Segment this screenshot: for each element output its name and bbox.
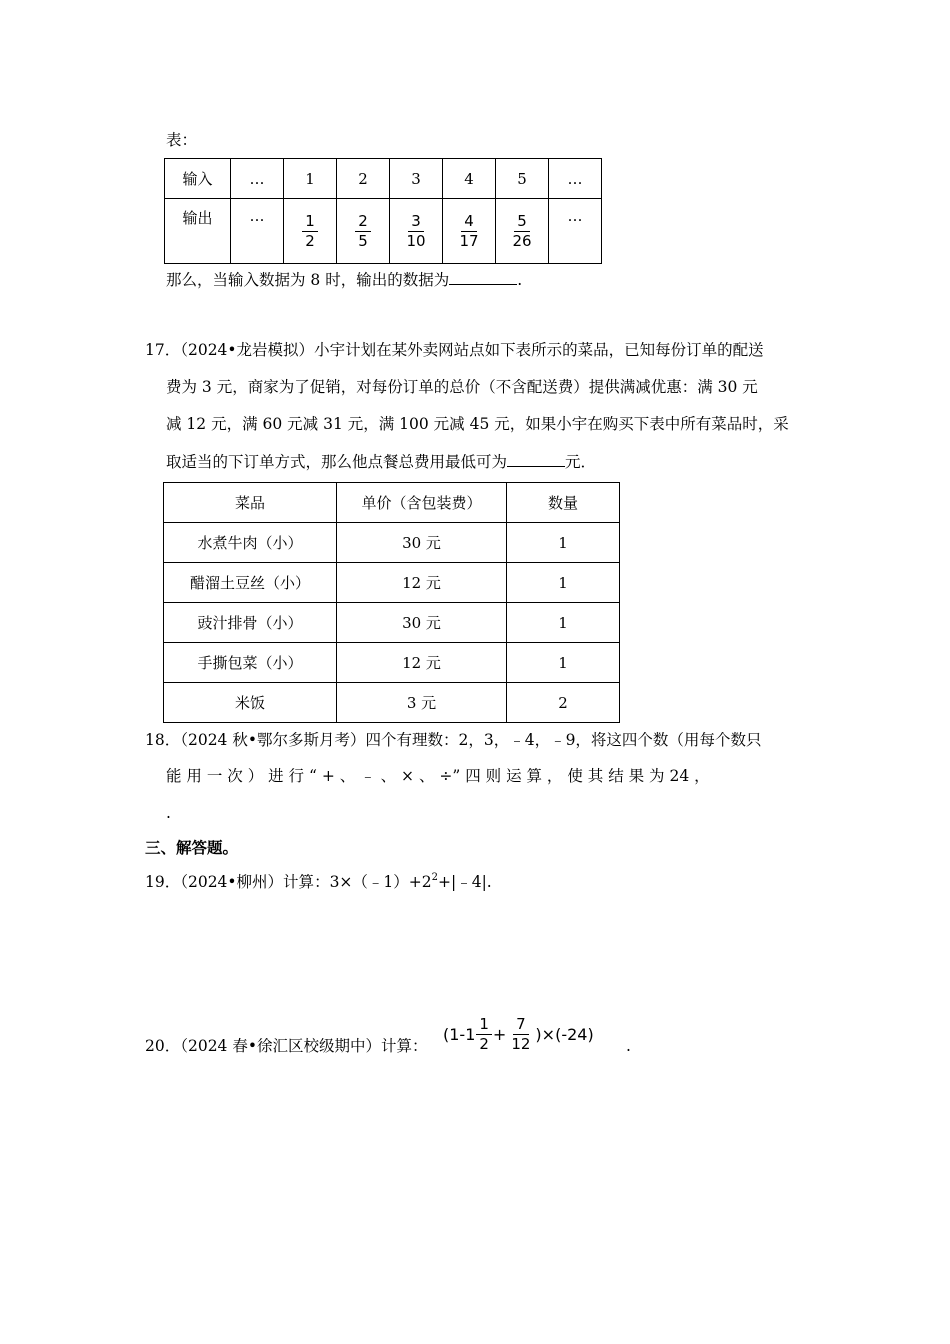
fraction (456, 213, 481, 250)
dish-price: 30 元 (337, 523, 507, 563)
table-header-row (164, 483, 620, 523)
answer-blank[interactable] (507, 452, 565, 467)
fraction-cell (390, 199, 443, 264)
intro-label: 表： (166, 131, 198, 149)
dish-name: 醋溜土豆丝（小） (164, 563, 337, 603)
dish-quantity: 1 (507, 523, 620, 563)
table-cell: 1 (284, 159, 337, 199)
dish-price: 30 元 (337, 603, 507, 643)
input-row (165, 159, 602, 199)
q18-line-2: 能 用 一 次 ） 进 行 “ + 、 ﹣ 、 × 、 ÷” 四 则 运 算 ， 使 其 结 果 为 24 ， (166, 767, 710, 785)
answer-blank[interactable] (449, 270, 517, 285)
dish-name: 水煮牛肉（小） (164, 523, 337, 563)
dish-quantity: 1 (507, 563, 620, 603)
column-header: 数量 (507, 483, 620, 523)
q18-line-3: . (166, 804, 171, 822)
fraction (509, 213, 534, 250)
numerator: 4 (461, 213, 477, 232)
q19-text-end: +|﹣4|. (438, 873, 492, 891)
table-cell: 2 (337, 159, 390, 199)
input-header: 输入 (165, 159, 231, 199)
table-cell: 3 (390, 159, 443, 199)
q19-text: 19．（2024•柳州）计算：3×（﹣1）+2 (145, 873, 432, 891)
q17-unit: 元． (565, 453, 597, 471)
dish-quantity: 2 (507, 683, 620, 723)
table-row (164, 603, 620, 643)
denominator: 2 (479, 1034, 489, 1053)
denominator: 12 (511, 1034, 531, 1053)
q20-expression (443, 1012, 594, 1056)
mixed-fraction (476, 1016, 492, 1053)
fraction (355, 213, 371, 250)
numerator: 5 (514, 213, 530, 232)
numerator: 3 (408, 213, 424, 232)
dish-quantity: 1 (507, 643, 620, 683)
denominator: 2 (305, 232, 315, 250)
fraction-cell (337, 199, 390, 264)
output-row (165, 199, 602, 264)
q20-label: 20．（2024 春•徐汇区校级期中）计算： (145, 1037, 428, 1055)
menu-table (163, 482, 620, 723)
fraction-cell (496, 199, 549, 264)
expr-close: )×(-24) (535, 1024, 594, 1044)
fraction-cell (284, 199, 337, 264)
dish-name: 手撕包菜（小） (164, 643, 337, 683)
table-cell: … (231, 159, 284, 199)
dish-quantity: 1 (507, 603, 620, 643)
q16-question (166, 270, 522, 290)
exponent: 2 (431, 871, 438, 883)
table-cell: … (549, 159, 602, 199)
numerator: 1 (302, 213, 318, 232)
table-row (164, 523, 620, 563)
input-output-table (164, 158, 602, 264)
expr-open: (1-1 (443, 1024, 476, 1044)
fraction (508, 1016, 533, 1053)
fraction (403, 213, 428, 250)
table-cell: … (231, 199, 284, 264)
denominator: 26 (512, 232, 532, 250)
numerator: 7 (513, 1016, 529, 1035)
numerator: 2 (355, 213, 371, 232)
q19-question (145, 872, 492, 892)
q16-text: 那么，当输入数据为 8 时，输出的数据为 (166, 271, 450, 289)
dish-name: 豉汁排骨（小） (164, 603, 337, 643)
table-row (164, 683, 620, 723)
table-cell: 4 (443, 159, 496, 199)
dish-name: 米饭 (164, 683, 337, 723)
table-row (164, 563, 620, 603)
dish-price: 12 元 (337, 643, 507, 683)
q17-line-2: 费为 3 元，商家为了促销，对每份订单的总价（不含配送费）提供满减优惠：满 30 元 (166, 378, 758, 396)
dish-price: 3 元 (337, 683, 507, 723)
column-header: 菜品 (164, 483, 337, 523)
column-header: 单价（含包装费） (337, 483, 507, 523)
denominator: 17 (459, 232, 479, 250)
q17-line-1: 17．（2024•龙岩模拟）小宇计划在某外卖网站点如下表所示的菜品，已知每份订单的配送 (145, 341, 764, 359)
output-header: 输出 (165, 199, 231, 264)
numerator: 1 (476, 1016, 492, 1035)
fraction (302, 213, 318, 250)
table-cell: … (549, 199, 602, 264)
plus-sign: + (492, 1024, 507, 1044)
q17-line-4 (166, 452, 596, 472)
denominator: 10 (406, 232, 426, 250)
q16-period: . (517, 271, 523, 289)
table-row (164, 643, 620, 683)
section-heading: 三、解答题。 (145, 838, 239, 857)
denominator: 5 (358, 232, 368, 250)
q17-text: 取适当的下订单方式，那么他点餐总费用最低可为 (166, 453, 508, 471)
q18-line-1: 18．（2024 秋•鄂尔多斯月考）四个有理数：2，3，﹣4，﹣9，将这四个数（用每个数只 (145, 731, 762, 749)
q20-period: . (626, 1037, 631, 1055)
table-cell: 5 (496, 159, 549, 199)
q17-line-3: 减 12 元，满 60 元减 31 元，满 100 元减 45 元，如果小宇在购买下表中所有菜品时，采 (166, 415, 789, 433)
fraction-cell (443, 199, 496, 264)
dish-price: 12 元 (337, 563, 507, 603)
